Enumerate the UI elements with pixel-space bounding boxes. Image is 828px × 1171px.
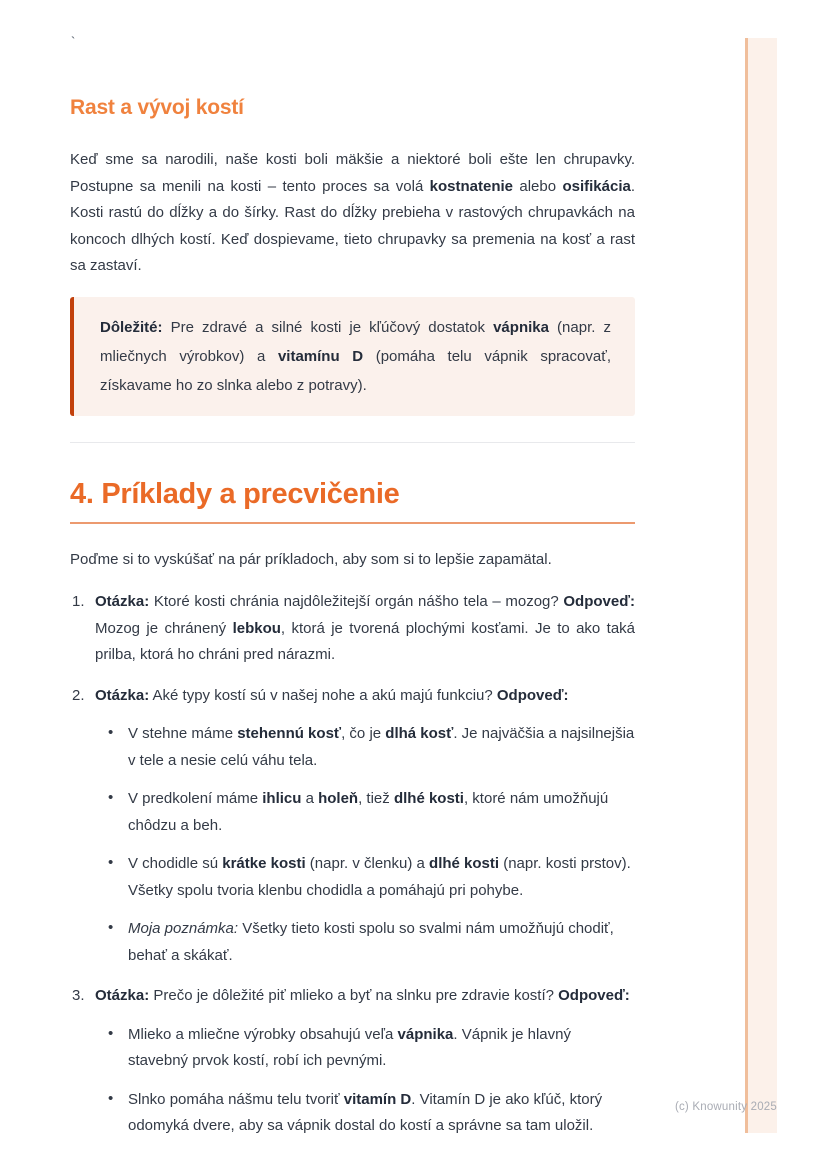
qa-text: Otázka: Prečo je dôležité piť mlieko a byť na slnku pre zdravie kostí? Odpoveď: <box>95 987 630 1004</box>
bullet-dot-icon: • <box>108 919 114 936</box>
document-content <box>70 0 635 1140</box>
stray-backtick: ` <box>71 34 76 49</box>
bullet-dot-icon: • <box>108 854 114 871</box>
answer-bullet <box>105 851 635 904</box>
bullet-dot-icon: • <box>108 724 114 741</box>
qa-list <box>70 589 635 1140</box>
bullet-text: Slnko pomáha nášmu telu tvoriť vitamín D. Vitamín D je ako kľúč, ktorý odomyká dvere, aby sa vápnik dostal do kostí a správne sa tam uložil. <box>128 1090 603 1134</box>
list-number: 3. <box>72 987 85 1004</box>
answer-bullet-list <box>95 721 635 969</box>
answer-bullet <box>105 916 635 969</box>
qa-text: Otázka: Ktoré kosti chránia najdôležitejší orgán nášho tela – mozog? Odpoveď: Mozog je chránený lebkou, ktorá je tvorená plochými kosťami. Je to ako taká prilba, ktorá ho chráni pred nárazmi. <box>95 593 636 663</box>
page-edge-decoration-bar <box>745 38 777 1133</box>
qa-text: Otázka: Aké typy kostí sú v našej nohe a akú majú funkciu? Odpoveď: <box>95 686 569 704</box>
callout-text: Dôležité: Pre zdravé a silné kosti je kľúčový dostatok vápnika (napr. z mliečnych výrobkov) a vitamínu D (pomáha telu vápnik spracovať, získavame ho zo slnka alebo z potravy). <box>100 318 611 394</box>
list-number: 2. <box>72 686 85 704</box>
qa-item <box>70 983 635 1140</box>
practice-intro: Poďme si to vyskúšať na pár príkladoch, aby som si to lepšie zapamätal. <box>70 550 552 568</box>
qa-item <box>70 683 635 970</box>
section-heading-practice: 4. Príklady a precvičenie <box>70 477 635 524</box>
bullet-text: V predkolení máme ihlicu a holeň, tiež dlhé kosti, ktoré nám umožňujú chôdzu a beh. <box>128 790 609 834</box>
answer-bullet <box>105 1087 635 1140</box>
answer-bullet <box>105 786 635 839</box>
growth-paragraph: Keď sme sa narodili, naše kosti boli mäkšie a niektoré boli ešte len chrupavky. Postupne sa menili na kosti – tento proces sa volá kostnatenie alebo osifikácia. Kosti rastú do dĺžky a do šírky. Rast do dĺžky prebieha v rastových chrupavkách na koncoch dlhých kostí. Keď dospievame, tieto chrupavky sa premenia na kosť a rast sa zastaví. <box>70 151 635 274</box>
answer-bullet <box>105 1022 635 1075</box>
bullet-dot-icon: • <box>108 789 114 806</box>
list-number: 1. <box>72 593 85 610</box>
qa-item <box>70 589 635 669</box>
bullet-text: Mlieko a mliečne výrobky obsahujú veľa vápnika. Vápnik je hlavný stavebný prvok kostí, robí ich pevnými. <box>128 1025 571 1069</box>
answer-bullet <box>105 721 635 774</box>
section-heading-growth: Rast a vývoj kostí <box>70 96 244 119</box>
bullet-text: Moja poznámka: Všetky tieto kosti spolu so svalmi nám umožňujú chodiť, behať a skákať. <box>128 920 614 964</box>
important-callout <box>70 297 635 416</box>
answer-bullet-list <box>95 1022 635 1140</box>
bullet-dot-icon: • <box>108 1089 114 1107</box>
bullet-text: V chodidle sú krátke kosti (napr. v členku) a dlhé kosti (napr. kosti prstov). Všetky spolu tvoria klenbu chodidla a pomáhajú pri pohybe. <box>128 855 631 899</box>
bullet-dot-icon: • <box>108 1024 114 1042</box>
bullet-text: V stehne máme stehennú kosť, čo je dlhá kosť. Je najväčšia a najsilnejšia v tele a nesie celú váhu tela. <box>128 725 635 769</box>
section-divider <box>70 442 635 443</box>
copyright-attribution: (c) Knowunity 2025 <box>674 1101 777 1113</box>
